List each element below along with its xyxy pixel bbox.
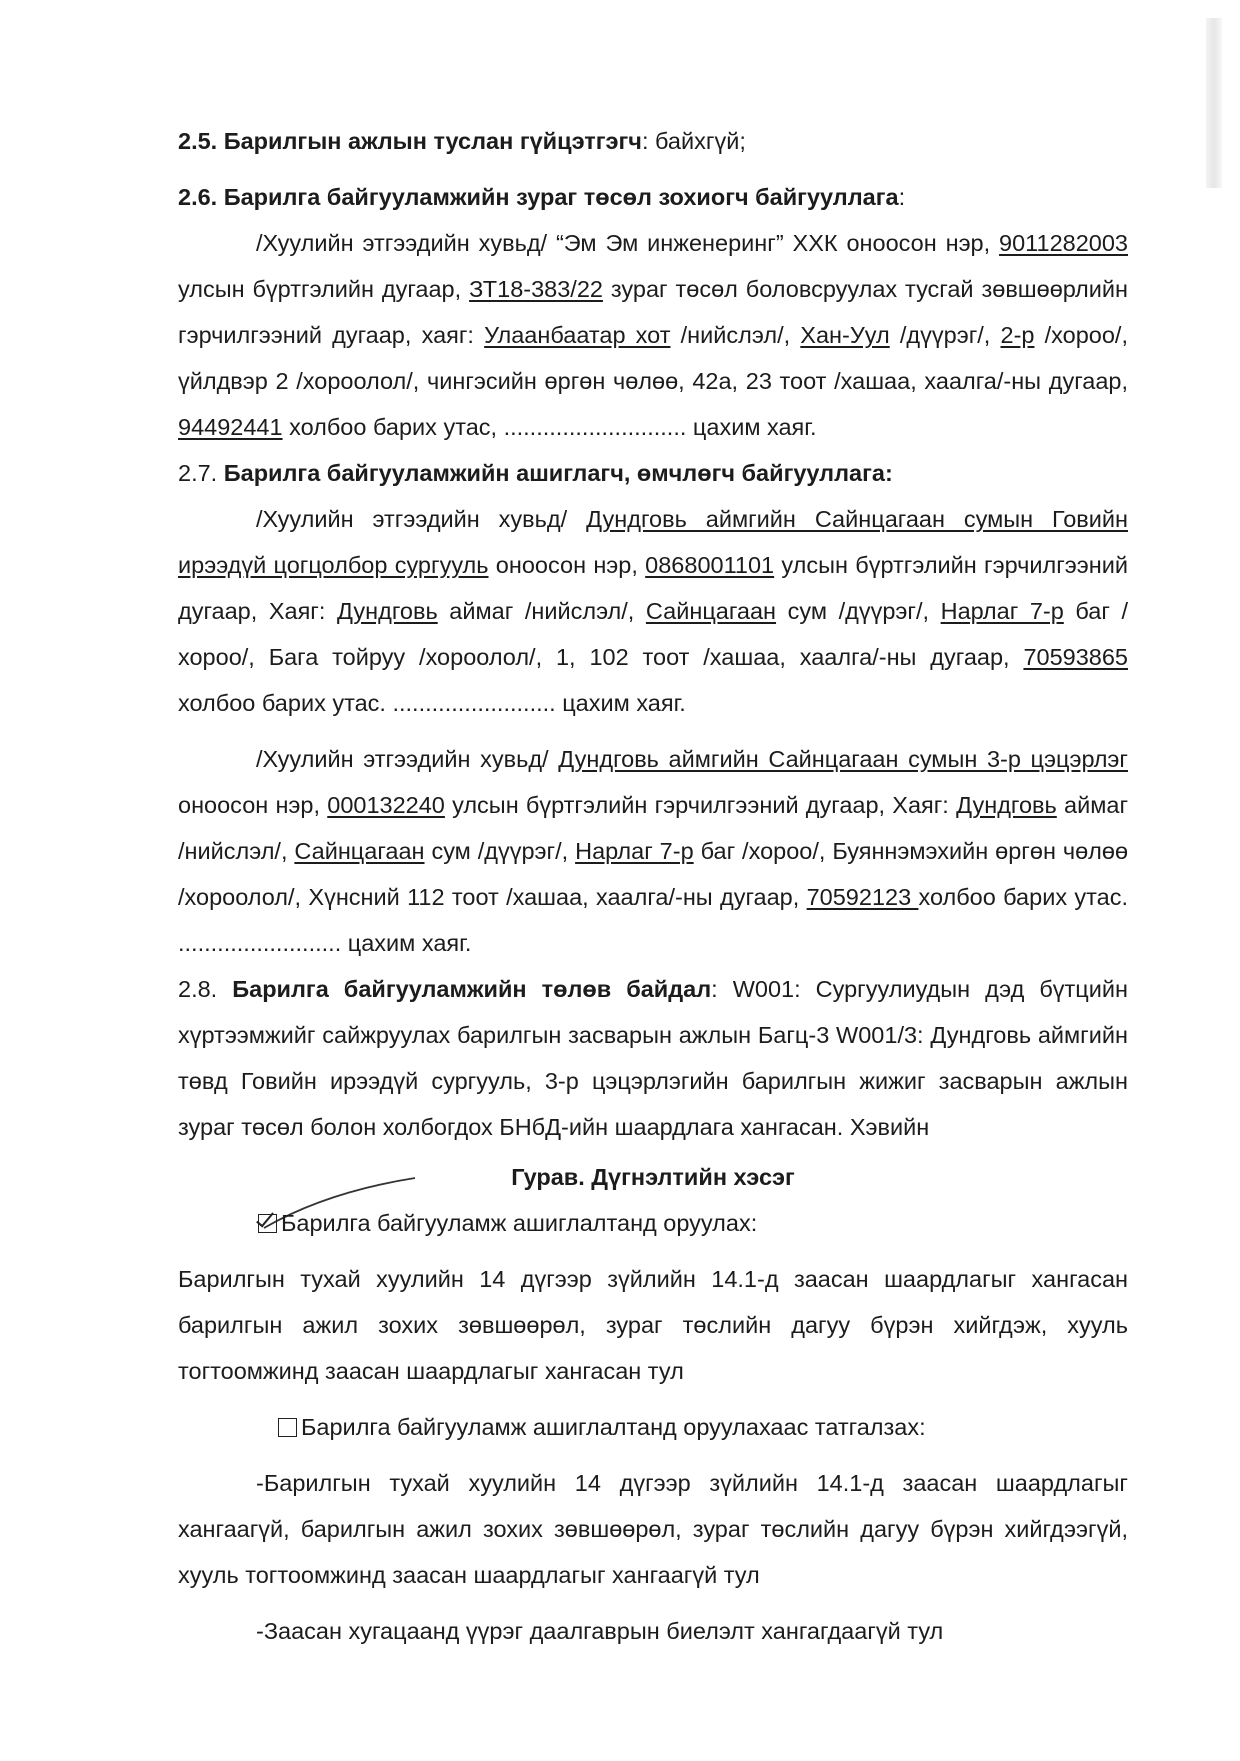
owner-1-reg-number: 0868001101 [645,552,775,578]
owner-2-bag: Нарлаг 7-р [575,838,694,864]
owner-2-aimag: Дундговь [956,792,1057,818]
section-2-5 [178,118,1128,164]
designer-text-3: зураг төсөл боловсруулах тусгай зөвшөөрлийн гэрчилгээний дугаар, хаяг: [178,276,1129,348]
empty-checkbox-icon[interactable] [278,1418,297,1437]
reject-reason-1: -Барилгын тухай хуулийн 14 дүгээр зүйлийн 14.1-д заасан шаардлагыг хангаагүй, барилгын ажил зохих зөвшөөрөл, зураг төслийн дагуу бүрэн хийгдээгүй, хууль тогтоомжинд заасан шаардлагыг хангаагүй тул [178,1470,1128,1588]
owner-1-bag: Нарлаг 7-р [940,598,1064,624]
section-2-8-number: 2.8. [178,976,218,1002]
option-reject [178,1404,1128,1450]
owner-2-sum: Сайнцагаан [294,838,425,864]
owner-2-text-2: оноосон нэр, [178,792,321,818]
designer-khoroo: 2-р [1000,322,1035,348]
designer-reg-number: 9011282003 [999,230,1128,256]
option-approve-text: Барилгын тухай хуулийн 14 дүгээр зүйлийн 14.1-д заасан шаардлагыг хангасан барилгын ажил зохих зөвшөөрөл, зураг төслийн дагуу бүрэн хийгдэж, хууль тогтоомжинд заасан шаардлагыг хангасан тул [178,1266,1128,1384]
designer-text-7: холбоо барих утас, ............................ цахим хаяг. [289,414,817,440]
scan-edge-shadow [1206,18,1222,188]
checked-checkbox-icon[interactable] [258,1214,277,1233]
owner-2-reg-number: 000132240 [327,792,445,818]
owner-1-text-1: /Хуулийн этгээдийн хувьд/ [256,506,568,532]
designer-license-number: ЗТ18-383/22 [469,276,603,302]
section-2-7-number: 2.7. [178,460,218,486]
section-2-8-text: : W001: Сургуулиудын дэд бүтцийн хүртээмжийг сайжруулах барилгын засварын ажлын Багц-3 W001/3: Дундговь аймгийн төвд Говийн ирээдүй сургууль, 3-р цэцэрлэгийн барилгын жижиг засварын ажлын зураг төсөл болон холбогдох БНбД-ийн шаардлага хангасан. Хэвийн [178,976,1128,1140]
owner-2-text-3: улсын бүртгэлийн гэрчилгээний дугаар, Хаяг: [452,792,949,818]
owner-1-text-6: баг /хороо/, Бага тойруу /хороолол/, 1, 102 тоот /хашаа, хаалга/-ны дугаар, [178,598,1129,670]
owner-2-text-1: /Хуулийн этгээдийн хувьд/ [256,746,549,772]
section-2-6-heading-line: 2.6. Барилга байгууламжийн зураг төсөл зохиогч байгууллага: [178,184,906,210]
section-3-title-line [178,1154,1128,1200]
owner-2-text-6: баг /хороо/, Буяннэмэхийн өргөн чөлөө /хороолол/, Хүнсний 112 тоот /хашаа, хаалга/-ны дугаар, [178,838,1129,910]
owner-2-text-5: сум /дүүрэг/, [431,838,569,864]
designer-text-5: /дүүрэг/, [899,322,991,348]
designer-name-text: /Хуулийн этгээдийн хувьд/ “Эм Эм инженеринг” ХХК оноосон нэр, [256,230,991,256]
owner-1-body [178,496,1128,726]
option-approve-label: Барилга байгууламж ашиглалтанд оруулах: [281,1210,758,1236]
owner-2-text-4: аймаг /нийслэл/, [178,792,1129,864]
designer-text-6: /хороо/, үйлдвэр 2 /хороолол/, чингэсийн өргөн чөлөө, 42а, 23 тоот /хашаа, хаалга/-ны дугаар, [178,322,1128,394]
section-2-5-value: : байхгүй; [641,128,746,154]
owner-2-name: Дундговь аймгийн Сайнцагаан сумын 3-р цэцэрлэг [558,746,1128,772]
option-reject-label: Барилга байгууламж ашиглалтанд оруулахаас татгалзах: [301,1414,926,1440]
section-2-7-heading-line [178,450,1128,496]
section-3-title: Гурав. Дүгнэлтийн хэсэг [511,1164,795,1190]
owner-1-phone: 70593865 [1023,644,1128,670]
section-2-5-heading: 2.5. Барилгын ажлын туслан гүйцэтгэгч [178,128,642,154]
designer-phone: 94492441 [178,414,283,440]
owner-2-phone: 70592123 [806,884,919,910]
owner-2-body [178,736,1128,966]
designer-text-2: улсын бүртгэлийн дугаар, [178,276,462,302]
reject-reason-2: -Заасан хугацаанд үүрэг даалгаврын биелэлт хангагдаагүй тул [256,1618,944,1644]
owner-1-text-3: улсын бүртгэлийн гэрчилгээний дугаар, Хаяг: [178,552,1129,624]
owner-1-text-2: оноосон нэр, [495,552,638,578]
designer-city: Улаанбаатар хот [484,322,671,348]
owner-1-text-7: холбоо барих утас. ......................... цахим хаяг. [178,690,686,716]
section-2-6-body [178,220,1128,450]
section-2-7-heading: Барилга байгууламжийн ашиглагч, өмчлөгч байгууллага: [223,460,893,486]
owner-2-text-7: холбоо барих утас. ......................... цахим хаяг. [178,884,1128,956]
owner-1-aimag: Дундговь [336,598,438,624]
owner-1-text-5: сум /дүүрэг/, [787,598,930,624]
option-approve [178,1200,1128,1246]
owner-1-sum: Сайнцагаан [645,598,777,624]
document-page [178,118,1128,1654]
designer-district: Хан-Уул [800,322,890,348]
section-2-6-heading: 2.6. Барилга байгууламжийн зураг төсөл зохиогч байгууллага [178,184,899,210]
section-2-8 [178,966,1128,1150]
owner-1-text-4: аймаг /нийслэл/, [449,598,635,624]
owner-1-name: Дундговь аймгийн Сайнцагаан сумын Говийн ирээдүй цогцолбор сургууль [178,506,1128,578]
designer-text-4: /нийслэл/, [680,322,791,348]
section-2-8-heading: Барилга байгууламжийн төлөв байдал [232,976,712,1002]
